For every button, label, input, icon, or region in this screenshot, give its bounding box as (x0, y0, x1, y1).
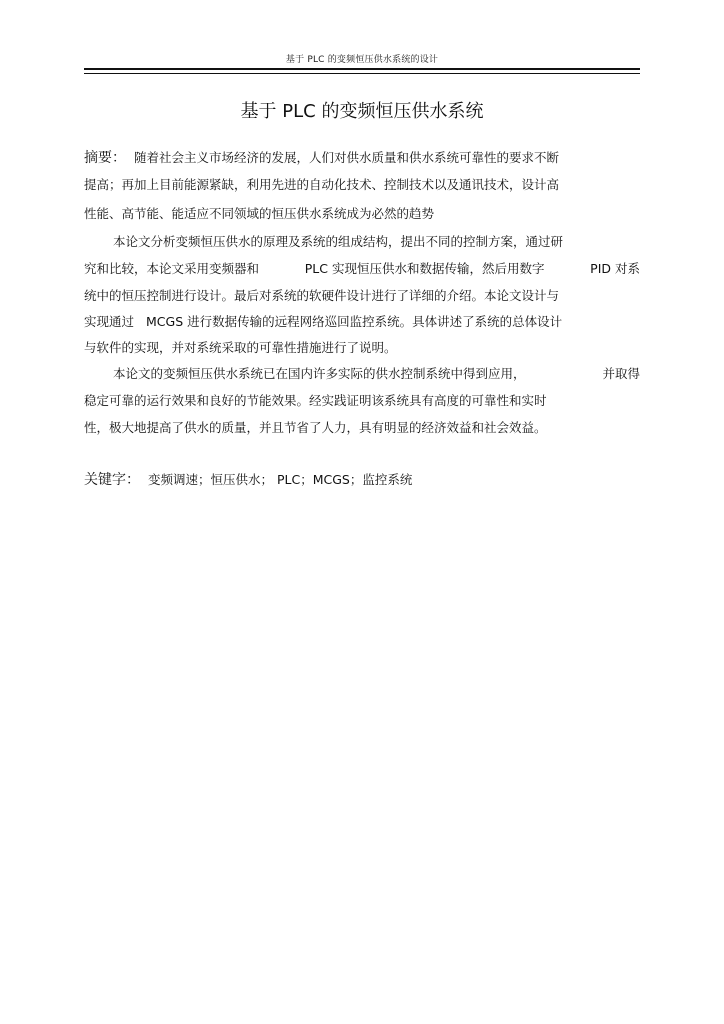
abstract-text-segment: MCGS 进行数据传输的远程网络巡回监控系统。具体讲述了系统的总体设计 (146, 314, 563, 329)
header-rule (84, 68, 640, 70)
keywords-text: 变频调速；恒压供水； PLC；MCGS；监控系统 (148, 472, 413, 487)
keywords-line (84, 472, 640, 488)
abstract-line-5 (84, 261, 640, 277)
abstract-line-7 (84, 314, 640, 330)
abstract-line-4: 本论文分析变频恒压供水的原理及系统的组成结构，提出不同的控制方案，通过研 (113, 234, 564, 249)
abstract-line-1 (84, 150, 640, 166)
abstract-line-9 (113, 366, 640, 382)
abstract-text-segment: PLC 实现恒压供水和数据传输，然后用数字 (304, 261, 545, 276)
abstract-text-segment: 究和比较，本论文采用变频器和 (84, 261, 260, 276)
document-title: 基于 PLC 的变频恒压供水系统 (240, 101, 484, 122)
keywords-label: 关键字： (84, 472, 140, 488)
header-rule-thin (84, 73, 640, 74)
abstract-text-segment: 本论文的变频恒压供水系统已在国内许多实际的供水控制系统中得到应用， (113, 366, 526, 381)
abstract-text-segment: 实现通过 (84, 314, 135, 329)
abstract-text: 随着社会主义市场经济的发展，人们对供水质量和供水系统可靠性的要求不断 (134, 150, 560, 165)
abstract-line-8: 与软件的实现，并对系统采取的可靠性措施进行了说明。 (84, 340, 397, 355)
abstract-line-11: 性，极大地提高了供水的质量，并且节省了人力，具有明显的经济效益和社会效益。 (84, 420, 547, 435)
abstract-line-3: 性能、高节能、能适应不同领域的恒压供水系统成为必然的趋势 (84, 206, 435, 221)
abstract-text-segment: 并取得 (602, 366, 640, 381)
abstract-label: 摘要： (84, 150, 126, 166)
abstract-text-segment: PID 对系 (590, 261, 640, 276)
abstract-line-10: 稳定可靠的运行效果和良好的节能效果。经实践证明该系统具有高度的可靠性和实时 (84, 393, 547, 408)
running-header: 基于 PLC 的变频恒压供水系统的设计 (285, 55, 439, 65)
abstract-line-2: 提高；再加上目前能源紧缺，利用先进的自动化技术、控制技术以及通讯技术，设计高 (84, 177, 560, 192)
abstract-line-6: 统中的恒压控制进行设计。最后对系统的软硬件设计进行了详细的介绍。本论文设计与 (84, 288, 560, 303)
